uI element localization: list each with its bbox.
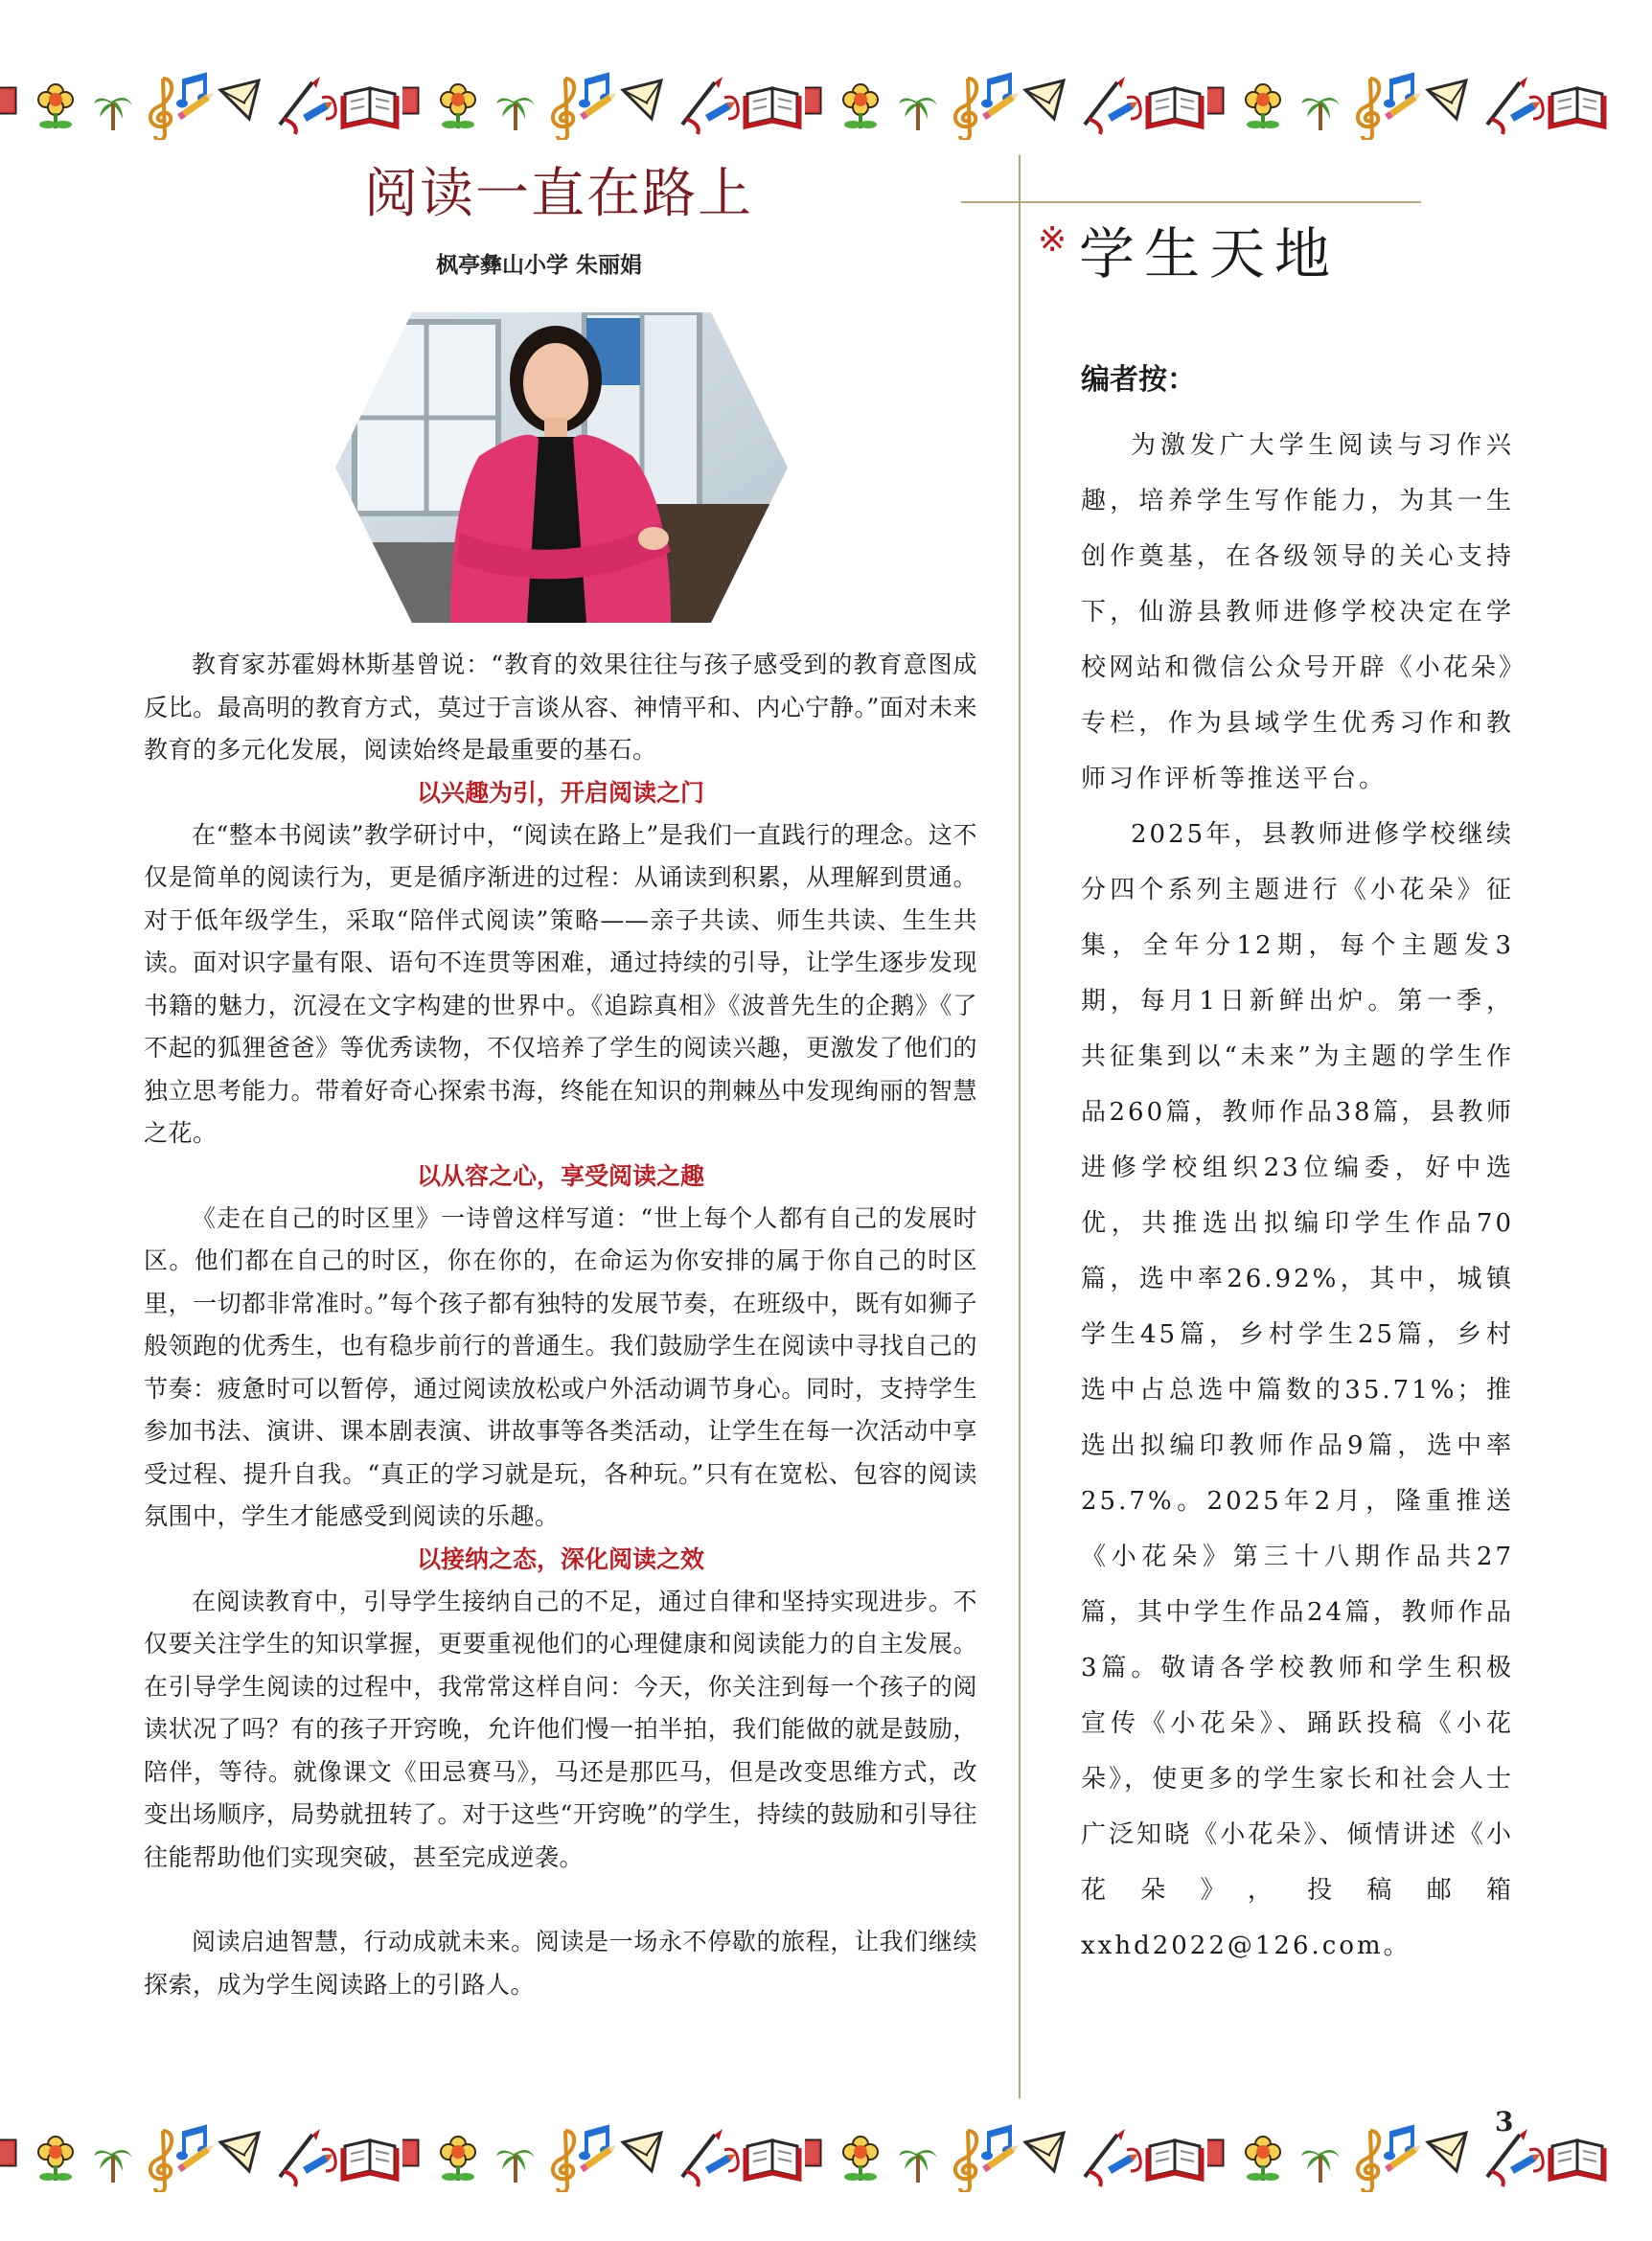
author-portrait-icon: [335, 312, 788, 623]
border-motif-icon: [402, 2108, 805, 2192]
top-decorative-border: [0, 56, 1652, 140]
border-motif-icon: [1207, 2108, 1610, 2192]
bottom-decorative-border: [0, 2108, 1652, 2192]
sidebar-section-title: 学生天地: [1079, 221, 1341, 286]
border-motif-icon: [805, 56, 1207, 140]
editor-note-paragraph-2: 2025年，县教师进修学校继续分四个系列主题进行《小花朵》征集，全年分12期，每个主题发3期，每月1日新鲜出炉。第一季，共征集到以“未来”为主题的学生作品260篇，教师作品38篇，县教师进修学校组织23位编委，好中选优，共推选出拟编印学生作品70篇，选中率26.92%，其中，城镇学生45篇，乡村学生25篇，乡村选中占总选中篇数的35.71%；推选出拟编印教师作品9篇，选中率25.7%。2025年2月，隆重推送《小花朵》第三十八期作品共27篇，其中学生作品24篇，教师作品3篇。敬请各学校教师和学生积极宣传《小花朵》、踊跃投稿《小花朵》，使更多的学生家长和社会人士广泛知晓《小花朵》、倾情讲述《小花朵》，投稿邮箱xxhd2022@126.com。: [1081, 820, 1514, 1960]
border-motif-icon: [402, 56, 805, 140]
section-heading-1: 以兴趣为引，开启阅读之门: [416, 778, 704, 807]
reference-mark-icon: ※: [1038, 220, 1067, 260]
section-heading-3: 以接纳之态，深化阅读之效: [416, 1544, 704, 1573]
paragraph-gap: [144, 1879, 977, 1921]
author-photo: [335, 312, 788, 623]
section-paragraph-1: 在“整本书阅读”教学研讨中，“阅读在路上”是我们一直践行的理念。这不仅是简单的阅读行为，更是循序渐进的过程：从诵读到积累，从理解到贯通。对于低年级学生，采取“陪伴式阅读”策略——亲子共读、师生共读、生生共读。面对识字量有限、语句不连贯等困难，通过持续的引导，让学生逐步发现书籍的魅力，沉浸在文字构建的世界中。《追踪真相》《波普先生的企鹅》《了不起的狐狸爸爸》等优秀读物，不仅培养了学生的阅读兴趣，更激发了他们的独立思考能力。带着好奇心探索书海，终能在知识的荆棘丛中发现绚丽的智慧之花。: [144, 820, 977, 1147]
article-body: [144, 644, 977, 2006]
article-title: 阅读一直在路上: [364, 163, 753, 225]
border-motif-icon: [0, 56, 402, 140]
border-motif-icon: [0, 2108, 402, 2192]
editor-note-heading: 编者按：: [1081, 363, 1196, 397]
page-number: 3: [1495, 2106, 1514, 2138]
sidebar-header-rule: [961, 201, 1421, 203]
border-motif-icon: [1207, 56, 1610, 140]
intro-paragraph: 教育家苏霍姆林斯基曾说：“教育的效果往往与孩子感受到的教育意图成反比。最高明的教育方式，莫过于言谈从容、神情平和、内心宁静。”面对未来教育的多元化发展，阅读始终是最重要的基石。: [144, 651, 977, 764]
section-paragraph-2: 《走在自己的时区里》一诗曾这样写道：“世上每个人都有自己的发展时区。他们都在自己的时区，你在你的，在命运为你安排的属于你自己的时区里，一切都非常准时。”每个孩子都有独特的发展节奏，在班级中，既有如狮子般领跑的优秀生，也有稳步前行的普通生。我们鼓励学生在阅读中寻找自己的节奏：疲惫时可以暂停，通过阅读放松或户外活动调节身心。同时，支持学生参加书法、演讲、课本剧表演、讲故事等各类活动，让学生在每一次活动中享受过程、提升自我。“真正的学习就是玩，各种玩。”只有在宽松、包容的阅读氛围中，学生才能感受到阅读的乐趣。: [144, 1203, 977, 1530]
border-motif-icon: [805, 2108, 1207, 2192]
section-paragraph-3: 在阅读教育中，引导学生接纳自己的不足，通过自律和坚持实现进步。不仅要关注学生的知识掌握，更要重视他们的心理健康和阅读能力的自主发展。在引导学生阅读的过程中，我常常这样自问：今天，你关注到每一个孩子的阅读状况了吗？有的孩子开窍晚，允许他们慢一拍半拍，我们能做的就是鼓励，陪伴，等待。就像课文《田忌赛马》，马还是那匹马，但是改变思维方式，改变出场顺序，局势就扭转了。对于这些“开窍晚”的学生，持续的鼓励和引导往往能帮助他们实现突破，甚至完成逆袭。: [144, 1587, 977, 1871]
editor-note: [1081, 356, 1514, 1974]
editor-note-paragraph-1: 为激发广大学生阅读与习作兴趣，培养学生写作能力，为其一生创作奠基，在各级领导的关心支持下，仙游县教师进修学校决定在学校网站和微信公众号开辟《小花朵》专栏，作为县域学生优秀习作和教师习作评析等推送平台。: [1081, 431, 1514, 793]
column-divider: [1019, 155, 1021, 2098]
closing-paragraph: 阅读启迪智慧，行动成就未来。阅读是一场永不停歇的旅程，让我们继续探索，成为学生阅读路上的引路人。: [144, 1928, 977, 1999]
section-heading-2: 以从容之心，享受阅读之趣: [416, 1161, 704, 1190]
article-byline: 枫亭彝山小学 朱丽娟: [436, 252, 643, 278]
